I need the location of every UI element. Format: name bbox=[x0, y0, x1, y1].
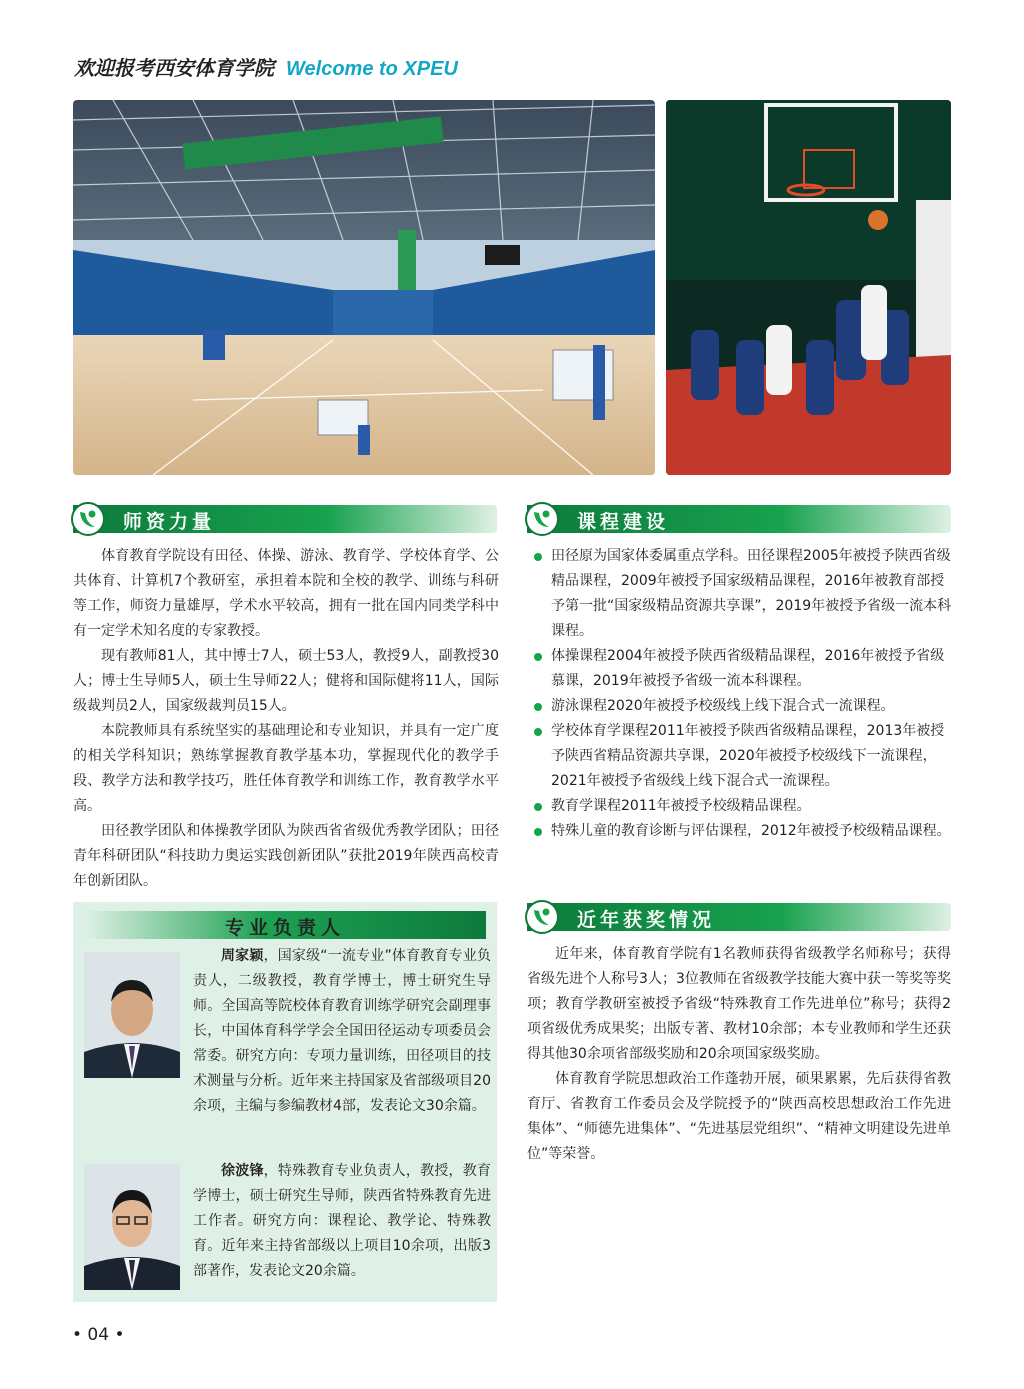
awards-section-header bbox=[527, 903, 951, 931]
list-item-text: 游泳课程2020年被授予校级线上线下混合式一流课程。 bbox=[551, 698, 895, 714]
bullet-dot-icon bbox=[534, 653, 542, 661]
leaders-title: 专业负责人 bbox=[224, 917, 345, 939]
leader-bio-text: ，特殊教育专业负责人，教授，教育学博士，硕士研究生导师，陕西省特殊教育先进工作者。研究方向：课程论、教学论、特殊教育。近年来主持省部级以上项目10余项，出版3部著作，发表论文20余篇。 bbox=[193, 1163, 492, 1279]
faculty-text bbox=[73, 544, 499, 894]
paragraph: 现有教师81人，其中博士7人，硕士53人，教授9人，副教授30人；博士生导师5人，硕士生导师22人；健将和国际健将11人，国际级裁判员2人，国家级裁判员15人。 bbox=[73, 648, 499, 714]
paragraph: 本院教师具有系统坚实的基础理论和专业知识，并具有一定广度的相关学科知识；熟练掌握教育教学基本功，掌握现代化的教学手段、教学方法和教学技巧，胜任体育教学和训练工作，教育教学水平高。 bbox=[73, 723, 499, 814]
list-item-text: 体操课程2004年被授予陕西省级精品课程，2016年被授予省级慕课，2019年被授予省级一流本科课程。 bbox=[551, 648, 945, 689]
leader-bio-2 bbox=[193, 1159, 491, 1284]
bullet-dot-icon bbox=[534, 703, 542, 711]
paragraph: 近年来，体育教育学院有1名教师获得省级教学名师称号；获得省级先进个人称号3人；3位教师在省级教学技能大赛中获一等奖等奖项；教育学教研室被授予省级“特殊教育工作先进单位”称号；获得2项省级优秀成果奖；出版专著、教材10余部；本专业教师和学生还获得其他30余项省部级奖励和20余项国家级奖励。 bbox=[527, 946, 951, 1062]
leader-name: 徐波锋 bbox=[221, 1163, 264, 1179]
list-item bbox=[534, 694, 952, 719]
arena-photo bbox=[73, 100, 655, 475]
faculty-title: 师资力量 bbox=[123, 511, 216, 533]
list-item-text: 学校体育学课程2011年被授予陕西省级精品课程，2013年被授予陕西省精品资源共享课，2020年被授予校级线下一流课程，2021年被授予省级线上线下混合式一流课程。 bbox=[551, 723, 945, 789]
page-number: • 04 • bbox=[72, 1325, 125, 1345]
list-item bbox=[534, 794, 952, 819]
curriculum-section-header bbox=[527, 505, 951, 533]
leader-bio-1 bbox=[193, 944, 491, 1119]
curriculum-title: 课程建设 bbox=[577, 511, 670, 533]
list-item-text: 特殊儿童的教育诊断与评估课程，2012年被授予校级精品课程。 bbox=[551, 823, 951, 839]
page-header bbox=[74, 52, 458, 81]
list-item bbox=[534, 644, 952, 694]
list-item bbox=[534, 819, 952, 844]
leaf-swoosh-icon bbox=[525, 900, 559, 934]
leaf-swoosh-icon bbox=[71, 502, 105, 536]
leader-bio-text: ，国家级“一流专业”体育教育专业负责人，二级教授，教育学博士，博士研究生导师。全国高等院校体育教育训练学研究会副理事长，中国体育科学学会全国田径运动专项委员会常委。研究方向：专项力量训练，田径项目的技术测量与分析。近年来主持国家及省部级项目20余项，主编与参编教材4部，发表论文30余篇。 bbox=[193, 948, 492, 1114]
awards-text bbox=[527, 942, 951, 1167]
portrait-photo-1 bbox=[84, 952, 180, 1078]
bullet-dot-icon bbox=[534, 803, 542, 811]
leader-name: 周家颖 bbox=[221, 948, 264, 964]
leaders-header bbox=[84, 911, 486, 939]
list-item-text: 田径原为国家体委属重点学科。田径课程2005年被授予陕西省级精品课程，2009年被授予国家级精品课程，2016年被教育部授予第一批“国家级精品资源共享课”，2019年被授予省级一流本科课程。 bbox=[551, 548, 952, 639]
list-item bbox=[534, 544, 952, 644]
header-title-en: Welcome to XPEU bbox=[286, 58, 458, 80]
list-item-text: 教育学课程2011年被授予校级精品课程。 bbox=[551, 798, 811, 814]
faculty-section-header bbox=[73, 505, 497, 533]
leaf-swoosh-icon bbox=[525, 502, 559, 536]
header-title-cn: 欢迎报考西安体育学院 bbox=[74, 56, 274, 80]
awards-title: 近年获奖情况 bbox=[577, 909, 716, 931]
bullet-dot-icon bbox=[534, 553, 542, 561]
basketball-game-photo bbox=[666, 100, 951, 475]
bullet-dot-icon bbox=[534, 728, 542, 736]
curriculum-list bbox=[534, 544, 952, 844]
paragraph: 体育教育学院思想政治工作蓬勃开展，硕果累累，先后获得省教育厅、省教育工作委员会及学院授予的“陕西高校思想政治工作先进集体”、“师德先进集体”、“先进基层党组织”、“精神文明建设先进单位”等荣誉。 bbox=[527, 1071, 951, 1162]
list-item bbox=[534, 719, 952, 794]
portrait-photo-2 bbox=[84, 1164, 180, 1290]
bullet-dot-icon bbox=[534, 828, 542, 836]
paragraph: 体育教育学院设有田径、体操、游泳、教育学、学校体育学、公共体育、计算机7个教研室，承担着本院和全校的教学、训练与科研等工作，师资力量雄厚，学术水平较高，拥有一批在国内同类学科中有一定学术知名度的专家教授。 bbox=[73, 548, 499, 639]
paragraph: 田径教学团队和体操教学团队为陕西省省级优秀教学团队；田径青年科研团队“科技助力奥运实践创新团队”获批2019年陕西高校青年创新团队。 bbox=[73, 823, 499, 889]
